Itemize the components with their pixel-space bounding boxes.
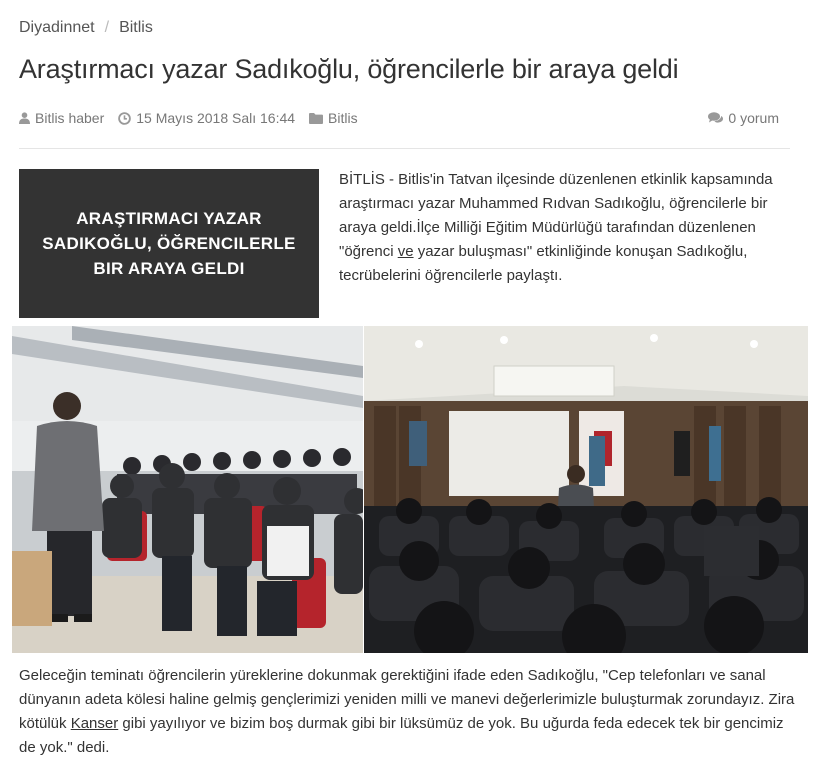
body-text-2: gibi yayılıyor ve bizim boş durmak gibi bir lüksümüz de yok. Bu uğurda feda edecek tek bir gencimiz de yok." dedi. — [19, 715, 784, 756]
breadcrumb-separator: / — [104, 19, 110, 36]
lead-underlined-word: ve — [397, 243, 414, 260]
lead-text-1: BİTLİS - Bitlis'in Tatvan ilçesinde düzenlenen etkinlik kapsamında araştırmacı yazar Muhammed Rıdvan Sadıkoğlu, öğrencilerle bir araya geldi.İlçe Milliği Eğitim Müdürlüğü tarafından düzenlenen "öğrenci — [339, 171, 773, 260]
article-promo-box — [19, 169, 319, 318]
breadcrumb-category-link[interactable]: Bitlis — [119, 19, 153, 36]
meta-comments-link[interactable]: 0 yorum — [728, 110, 779, 126]
folder-icon — [309, 113, 323, 124]
meta-category — [309, 110, 358, 126]
meta-date-text: 15 Mayıs 2018 Salı 16:44 — [136, 110, 296, 126]
body-text-1: Geleceğin teminatı öğrencilerin yüreklerine dokunmak gerektiğini ifade eden Sadıkoğlu, "Cep telefonları ve sanal dünyanın adeta kölesi haline gelmiş gençlerimizi yeniden milli ve manevi değerlerimizle buluşturmak zorundayız. Zira kötülük — [19, 667, 795, 732]
breadcrumb — [19, 19, 153, 37]
user-icon — [19, 112, 30, 124]
article-photo-left — [12, 326, 363, 653]
meta-author — [19, 110, 104, 126]
comments-icon — [708, 112, 723, 124]
article-lead — [339, 168, 784, 288]
article-title: Araştırmacı yazar Sadıkoğlu, öğrencilerle bir araya geldi — [19, 54, 679, 84]
promo-text: ARAŞTIRMACI YAZAR SADIKOĞLU, ÖĞRENCILERLE BIR ARAYA GELDI — [42, 209, 296, 278]
article-body — [19, 664, 804, 760]
meta-author-link[interactable]: Bitlis haber — [35, 110, 105, 126]
meta-date — [118, 110, 295, 126]
breadcrumb-home-link[interactable]: Diyadinnet — [19, 19, 95, 36]
meta-category-link[interactable]: Bitlis — [328, 110, 358, 126]
meta-comments[interactable] — [708, 110, 779, 126]
kanser-link[interactable]: Kanser — [70, 715, 119, 732]
lead-text-2: yazar buluşması" etkinliğinde konuşan Sadıkoğlu, tecrübelerini öğrencilerle paylaştı. — [339, 243, 748, 284]
article-photo-right — [364, 326, 808, 653]
clock-icon — [118, 112, 131, 125]
meta-divider — [19, 148, 790, 149]
article-meta — [19, 110, 790, 126]
